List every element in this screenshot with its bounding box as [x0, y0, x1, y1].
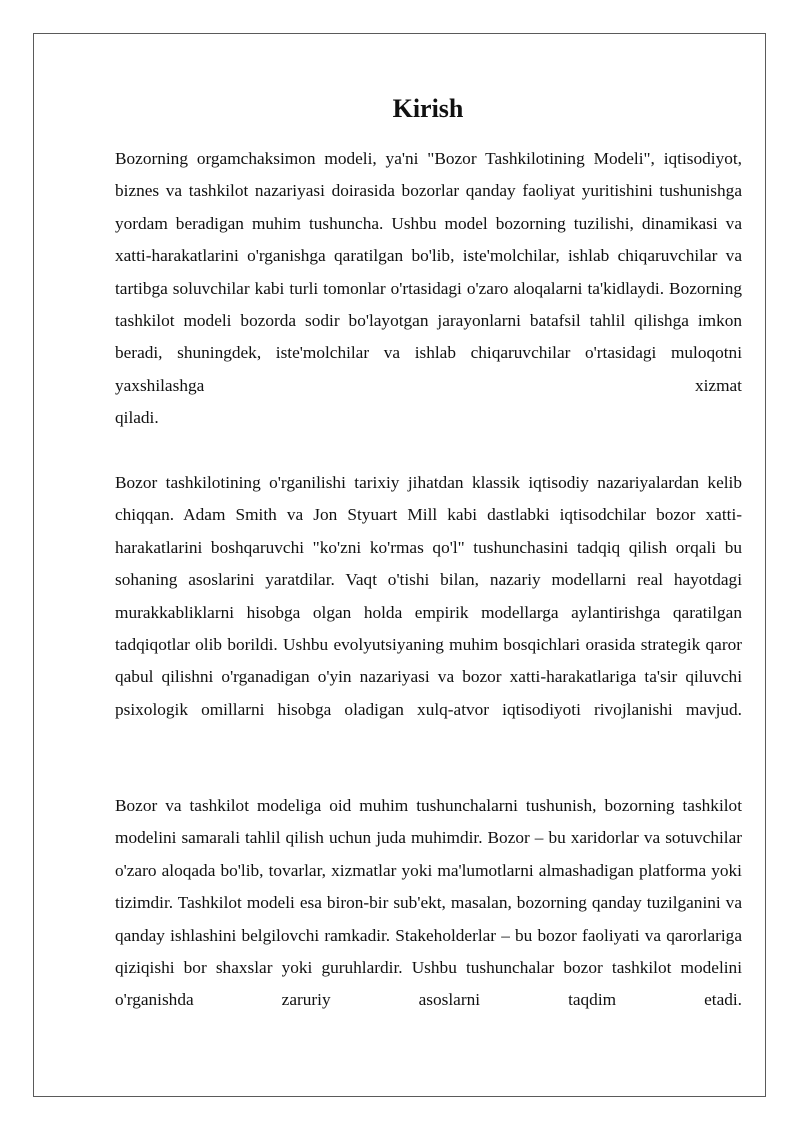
page-title: Kirish [392, 94, 464, 124]
paragraph-intro [115, 143, 742, 435]
paragraph-intro-body: Bozorning orgamchaksimon modeli, ya'ni "Bozor Tashkilotining Modeli", iqtisodiyot, biznes va tashkilot nazariyasi doirasida bozorlar qanday faoliyat yuritishini tushunishga yordam beradigan muhim tushuncha. Ushbu model bozorning tuzilishi, dinamikasi va xatti-harakatlarini o'rganishga qaratilgan bo'lib, iste'molchilar, ishlab chiqaruvchilar va tartibga soluvchilar kabi turli tomonlar o'rtasidagi o'zaro aloqalarni ta'kidlaydi. Bozorning tashkilot modeli bozorda sodir bo'layotgan jarayonlarni batafsil tahlil qilishga imkon beradi, shuningdek, iste'molchilar va ishlab chiqaruvchilar o'rtasidagi muloqotni yaxshilashga xizmat [115, 149, 742, 395]
paragraph-intro-last-line: qiladi. [115, 408, 159, 428]
paragraph-history: Bozor tashkilotining o'rganilishi tarixiy jihatdan klassik iqtisodiy nazariyalardan kelib chiqqan. Adam Smith va Jon Styuart Mill kabi dastlabki iqtisodchilar bozor xatti-harakatlarini boshqaruvchi "ko'zni ko'rmas qo'l" tushunchasini tadqiq qilish orqali bu sohaning asoslarini yaratdilar. Vaqt o'tishi bilan, nazariy modellarni real hayotdagi murakkabliklarni hisobga olgan holda empirik modellarga aylantirishga qaratilgan tadqiqotlar olib borildi. Ushbu evolyutsiyaning muhim bosqichlari orasida strategik qaror qabul qilishni o'rganadigan o'yin nazariyasi va bozor xatti-harakatlariga ta'sir qiluvchi psixologik omillarni hisobga oladigan xulq-atvor iqtisodiyoti rivojlanishi mavjud. [115, 473, 742, 719]
paragraph-concepts: Bozor va tashkilot modeliga oid muhim tushunchalarni tushunish, bozorning tashkilot modelini samarali tahlil qilish uchun juda muhimdir. Bozor – bu xaridorlar va sotuvchilar o'zaro aloqada bo'lib, tovarlar, xizmatlar yoki ma'lumotlarni almashadigan platforma yoki tizimdir. Tashkilot modeli esa biron-bir sub'ekt, masalan, bozorning qanday tuzilganini va qanday ishlashini belgilovchi ramkadir. Stakeholderlar – bu bozor faoliyati va qarorlariga qiziqishi bor shaxslar yoki guruhlardir. Ushbu tushunchalar bozor tashkilot modelini o'rganishda zaruriy asoslarni taqdim etadi. [115, 796, 742, 1010]
